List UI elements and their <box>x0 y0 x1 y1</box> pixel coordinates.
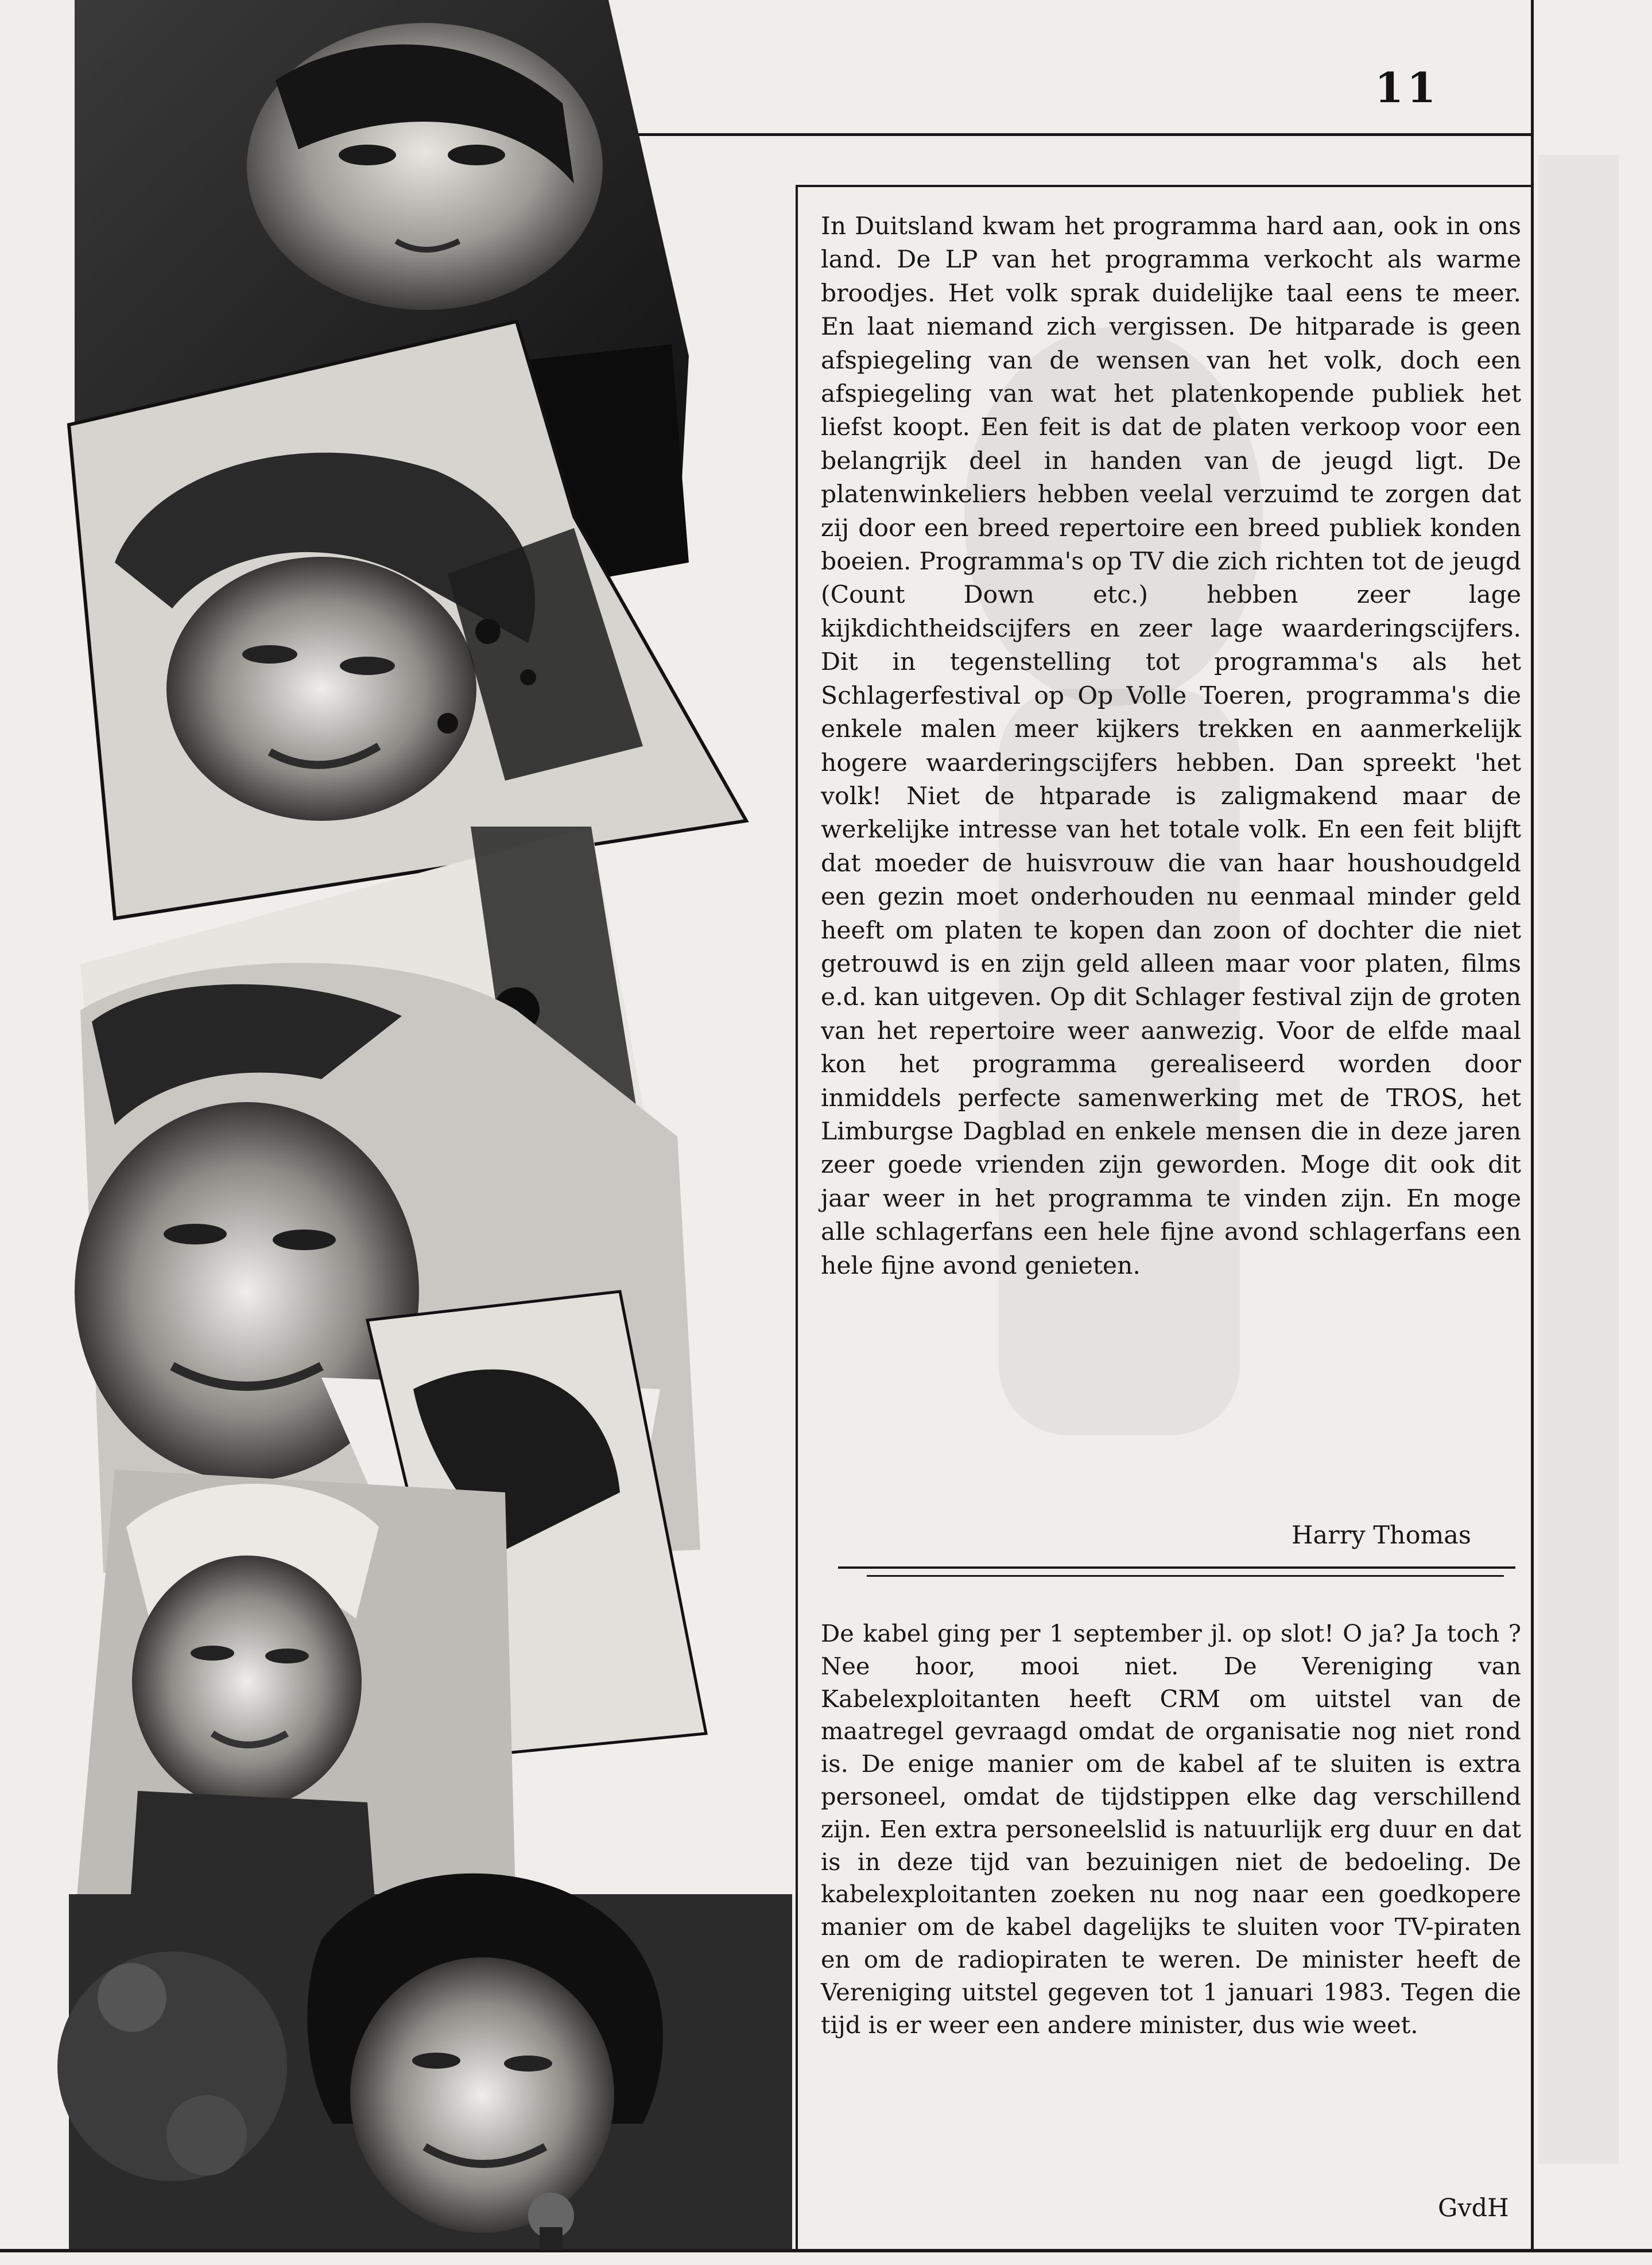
header-right-border <box>1531 0 1534 187</box>
page-number: 11 <box>1375 63 1440 112</box>
article-main <box>821 210 1521 1283</box>
photo-singer-6 <box>57 1874 792 2250</box>
photo-collage <box>0 0 798 2265</box>
article-kabel <box>821 1618 1521 2041</box>
article-separator-rule <box>838 1566 1515 1569</box>
article-kabel-body: De kabel ging per 1 september jl. op slot! O ja? Ja toch ? Nee hoor, mooi niet. De Vereniging van Kabelexploitanten heeft CRM om uitstel van de maatregel gevraagd omdat de organisatie nog niet rond is. De enige manier om de kabel af te sluiten is extra personeel, omdat de tijdstippen elke dag verschillend zijn. Een extra personeelslid is natuurlijk erg duur en dat is in deze tijd van bezuinigen niet de bedoeling. De kabelexploitanten zoeken nu nog naar een goedkopere manier om de kabel dagelijks te sluiten voor TV-piraten en om de radiopiraten te weren. De minister heeft de Vereniging uitstel gegeven tot 1 januari 1983. Tegen die tijd is er weer een andere minister, dus wie weet. <box>821 1619 1521 2039</box>
article-main-body: In Duitsland kwam het programma hard aan, ook in ons land. De LP van het programma verkocht als warme broodjes. Het volk sprak duidelijke taal eens te meer. En laat niemand zich vergissen. De hitparade is geen afspiegeling van de wensen van het volk, doch een afspiegeling van wat het platenkopende publiek het liefst koopt. Een feit is dat de platen verkoop voor een belangrijk deel in handen van de jeugd ligt. De platenwinkeliers hebben veelal verzuimd te zorgen dat zij door een breed repertoire een breed publiek konden boeien. Programma's op TV die zich richten tot de jeugd (Count Down etc.) hebben zeer lage kijkdichtheidscijfers en zeer lage waarderingscijfers. Dit in tegenstelling tot programma's als het Schlagerfestival op Op Volle Toeren, programma's die enkele malen meer kijkers trekken en aanmerkelijk hogere waarderingscijfers hebben. Dan spreekt 'het volk! Niet de htparade is zaligmakend maar de werkelijke intresse van het totale volk. En een feit blijft dat moeder de huisvrouw die van haar houshoudgeld een gezin moet onderhouden nu eenmaal minder geld heeft om platen te kopen dan zoon of dochter die niet getrouwd is en zijn geld alleen maar voor platen, films e.d. kan uitgeven. Op dit Schlager festival zijn de groten van het repertoire weer aanwezig. Voor de elfde maal kon het programma gerealiseerd worden door inmiddels perfecte samenwerking met de TROS, het Limburgse Dagblad en enkele mensen die in deze jaren zeer goede vrienden zijn geworden. Moge dit ook dit jaar weer in het programma te vinden zijn. En moge alle schlagerfans een hele fijne avond schlagerfans een hele fijne avond genieten. <box>821 212 1521 1280</box>
header-inner-rule <box>798 185 1534 187</box>
column-right-border <box>1531 185 1534 2251</box>
article-kabel-author: GvdH <box>1438 2194 1509 2223</box>
article-separator-rule-2 <box>867 1575 1504 1577</box>
article-main-author: Harry Thomas <box>1292 1521 1471 1550</box>
